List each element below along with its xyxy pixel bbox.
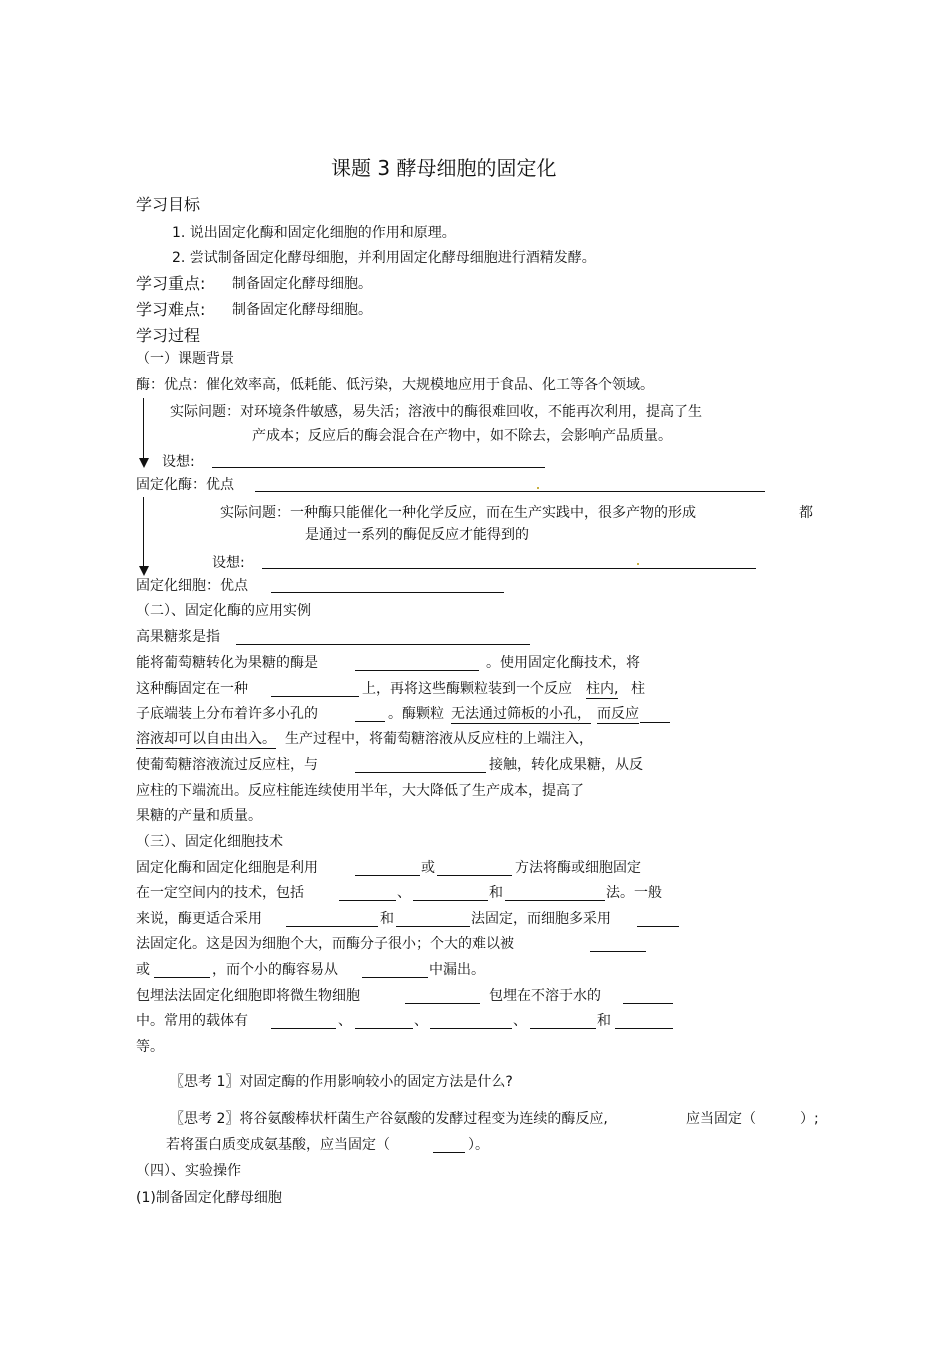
s2-line-5a: 溶液却可以自由出入。 (136, 731, 276, 747)
think-2-blank[interactable] (433, 1152, 465, 1153)
carrier-blank-5[interactable] (615, 1028, 673, 1029)
immobilized-cell-blank[interactable] (271, 592, 504, 593)
s2-line-7: 应柱的下端流出。反应柱能连续使用半年，大大降低了生产成本，提高了 (136, 783, 584, 799)
objective-item-2: 2. 尝试制备固定化酵母细胞，并利用固定化酵母细胞进行酒精发酵。 (172, 250, 596, 266)
flow-arrow-line-1 (143, 398, 144, 458)
think-1: 〖思考 1〗对固定酶的作用影响较小的固定方法是什么? (170, 1074, 513, 1090)
flow-arrow-head-2 (139, 566, 149, 576)
page-title: 课题 3 酵母细胞的固定化 (331, 156, 557, 180)
carrier-blank-2[interactable] (355, 1028, 413, 1029)
s2-blank-2[interactable] (355, 670, 479, 671)
s3-line-3c: 法固定，而细胞多采用 (471, 911, 611, 927)
dot-mark (637, 563, 639, 565)
enzyme-advantages: 酶：优点：催化效率高，低耗能、低污染，大规模地应用于食品、化工等各个领域。 (136, 377, 654, 393)
s3-blank-10[interactable] (154, 977, 210, 978)
s3-line-1c: 方法将酶或细胞固定 (515, 860, 641, 876)
s3-line-2b: 、 (397, 885, 411, 901)
s3-line-5a: 或 (136, 962, 150, 978)
immobilized-cell-label: 固定化细胞：优点 (136, 578, 248, 594)
think-2-e: ）。 (468, 1137, 489, 1153)
s2-line-2b: 。使用固定化酶技术，将 (486, 655, 640, 671)
s2-line-4d: 而反应 (597, 706, 639, 722)
problem1-line-b: 产成本；反应后的酶会混合在产物中，如不除去，会影响产品质量。 (252, 428, 672, 444)
s3-blank-6[interactable] (286, 926, 378, 927)
carrier-and: 和 (597, 1013, 611, 1029)
s3-blank-12[interactable] (405, 1003, 480, 1004)
s3-blank-5[interactable] (505, 900, 605, 901)
s3-blank-8[interactable] (637, 926, 679, 927)
think-2-a: 〖思考 2〗将谷氨酸棒状杆菌生产谷氨酸的发酵过程变为连续的酶反应, (170, 1111, 608, 1127)
carrier-sep-2: 、 (414, 1013, 428, 1029)
s3-line-1a: 固定化酶和固定化细胞是利用 (136, 860, 318, 876)
section2-heading: （二）、固定化酶的应用实例 (136, 603, 311, 619)
s3-blank-2[interactable] (437, 875, 512, 876)
difficulty-text: 制备固定化酵母细胞。 (232, 302, 372, 318)
s3-blank-13[interactable] (623, 1003, 673, 1004)
problem2-line-b: 是通过一系列的酶促反应才能得到的 (305, 527, 529, 543)
s2-blank-5[interactable] (640, 722, 670, 723)
carrier-blank-4[interactable] (530, 1028, 596, 1029)
section4-sub-1: (1)制备固定化酵母细胞 (136, 1190, 282, 1206)
dot-mark (537, 487, 539, 489)
s3-line-5c: 中漏出。 (429, 962, 485, 978)
s3-blank-1[interactable] (355, 875, 420, 876)
s3-blank-11[interactable] (362, 977, 428, 978)
s2-blank-3[interactable] (271, 696, 359, 697)
s3-line-2d: 法。一般 (606, 885, 662, 901)
flow-arrow-line-2 (143, 497, 144, 566)
carrier-blank-1[interactable] (271, 1028, 336, 1029)
idea1-blank[interactable] (212, 467, 545, 468)
carrier-sep-1: 、 (338, 1013, 352, 1029)
carrier-blank-3[interactable] (430, 1028, 512, 1029)
s2-line-3d: 柱 (631, 681, 645, 697)
s3-line-7a: 中。常用的载体有 (136, 1013, 248, 1029)
s2-line-8: 果糖的产量和质量。 (136, 808, 262, 824)
s3-line-6a: 包埋法法固定化细胞即将微生物细胞 (136, 988, 360, 1004)
section1-heading: （一）课题背景 (136, 351, 234, 367)
s3-line-4a: 法固定化。这是因为细胞个大，而酶分子很小；个大的难以被 (136, 936, 514, 952)
s2-line-4b: 。酶颗粒 (388, 706, 444, 722)
s3-line-3a: 来说，酶更适合采用 (136, 911, 262, 927)
idea2-blank[interactable] (262, 568, 756, 569)
s3-line-1b: 或 (421, 860, 435, 876)
immobilized-enzyme-label: 固定化酶：优点 (136, 477, 234, 493)
problem1-line-a: 实际问题：对环境条件敏感，易失活；溶液中的酶很难回收，不能再次利用，提高了生 (170, 404, 702, 420)
s2-line-3a: 这种酶固定在一种 (136, 681, 248, 697)
problem2-line-a-tail: 都 (799, 505, 813, 521)
think-2-d: 若将蛋白质变成氨基酸，应当固定（ (166, 1137, 390, 1153)
s3-line-2c: 和 (489, 885, 503, 901)
carrier-sep-3: 、 (513, 1013, 527, 1029)
s3-line-2a: 在一定空间内的技术，包括 (136, 885, 304, 901)
s2-line-2a: 能将葡萄糖转化为果糖的酶是 (136, 655, 318, 671)
key-point-label: 学习重点: (136, 274, 206, 293)
s3-blank-7[interactable] (396, 926, 470, 927)
section4-heading: （四）、实验操作 (136, 1163, 241, 1179)
s2-blank-1[interactable] (236, 644, 530, 645)
s3-blank-3[interactable] (339, 900, 396, 901)
s2-line-3b: 上，再将这些酶颗粒装到一个反应 (362, 681, 572, 697)
s2-blank-4[interactable] (355, 721, 385, 722)
process-heading: 学习过程 (136, 326, 201, 345)
s3-line-3b: 和 (380, 911, 394, 927)
section3-heading: （三）、固定化细胞技术 (136, 834, 283, 850)
s2-line-4a: 子底端装上分布着许多小孔的 (136, 706, 318, 722)
s2-line-4c: 无法通过筛板的小孔， (451, 706, 591, 722)
objectives-heading: 学习目标 (136, 195, 201, 214)
s2-line-3c: 柱内, (586, 681, 619, 697)
s3-line-6b: 包埋在不溶于水的 (489, 988, 601, 1004)
s2-blank-6[interactable] (355, 772, 486, 773)
immobilized-enzyme-blank[interactable] (255, 491, 765, 492)
s2-line-6a: 使葡萄糖溶液流过反应柱，与 (136, 757, 318, 773)
s3-blank-9[interactable] (590, 951, 646, 952)
idea1-label: 设想: (162, 454, 195, 470)
objective-item-1: 1. 说出固定化酶和固定化细胞的作用和原理。 (172, 225, 456, 241)
difficulty-label: 学习难点: (136, 300, 206, 319)
think-2-b: 应当固定（ (686, 1111, 756, 1127)
think-2-c: ）; (800, 1111, 819, 1127)
s2-line-5b: 生产过程中，将葡萄糖溶液从反应柱的上端注入， (285, 731, 593, 747)
key-point-text: 制备固定化酵母细胞。 (232, 276, 372, 292)
s3-line-8: 等。 (136, 1039, 164, 1055)
s2-line-1: 高果糖浆是指 (136, 629, 220, 645)
idea2-label: 设想: (212, 555, 245, 571)
problem2-line-a: 实际问题：一种酶只能催化一种化学反应，而在生产实践中，很多产物的形成 (220, 505, 696, 521)
s3-blank-4[interactable] (413, 900, 488, 901)
flow-arrow-head-1 (139, 458, 149, 468)
s2-line-6b: 接触，转化成果糖，从反 (489, 757, 643, 773)
s3-line-5b: ，而个小的酶容易从 (212, 962, 338, 978)
